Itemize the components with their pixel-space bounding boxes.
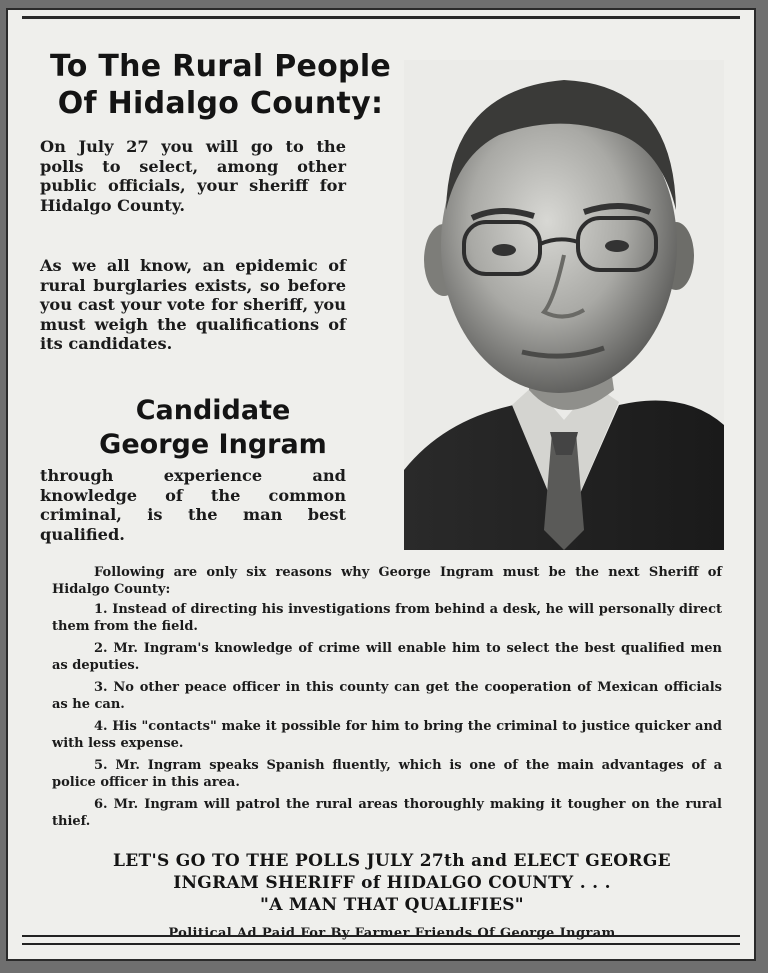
reasons-list bbox=[52, 602, 722, 836]
reason-item: 2. Mr. Ingram's knowledge of crime will enable him to select the best qualified men as deputies. bbox=[52, 641, 722, 673]
reason-item: 3. No other peace officer in this county can get the cooperation of Mexican officials as he can. bbox=[52, 680, 722, 712]
reasons-intro: Following are only six reasons why George Ingram must be the next Sheriff of Hidalgo County: bbox=[52, 565, 722, 597]
candidate-label: Candidate bbox=[135, 395, 291, 426]
paid-for-notice: Political Ad Paid For By Farmer Friends Of George Ingram bbox=[168, 926, 616, 941]
top-rule bbox=[22, 16, 740, 19]
intro-paragraph: On July 27 you will go to the polls to select, among other public officials, your sheriff for Hidalgo County. bbox=[40, 137, 346, 215]
cta-line-3: "A MAN THAT QUALIFIES" bbox=[260, 895, 524, 915]
headline-line-1: To The Rural People bbox=[49, 49, 392, 84]
newspaper-ad bbox=[6, 8, 756, 961]
candidate-heading bbox=[48, 394, 378, 462]
qualification-paragraph: through experience and knowledge of the common criminal, is the man best qualified. bbox=[40, 466, 346, 544]
call-to-action bbox=[52, 850, 732, 916]
reason-item: 5. Mr. Ingram speaks Spanish fluently, which is one of the main advantages of a police officer in this area. bbox=[52, 758, 722, 790]
burglary-paragraph: As we all know, an epidemic of rural burglaries exists, so before you cast your vote for sheriff, you must weigh the qualifications of its candidates. bbox=[40, 256, 346, 353]
portrait-image bbox=[404, 60, 724, 550]
candidate-portrait bbox=[404, 60, 724, 550]
headline-line-2: Of Hidalgo County: bbox=[57, 86, 384, 121]
bottom-rule bbox=[22, 935, 740, 945]
reason-item: 4. His "contacts" make it possible for him to bring the criminal to justice quicker and with less expense. bbox=[52, 719, 722, 751]
reason-item: 6. Mr. Ingram will patrol the rural areas thoroughly making it tougher on the rural thief. bbox=[52, 797, 722, 829]
headline bbox=[38, 48, 403, 122]
cta-line-2: INGRAM SHERIFF of HIDALGO COUNTY . . . bbox=[173, 873, 611, 893]
cta-line-1: LET'S GO TO THE POLLS JULY 27th and ELECT GEORGE bbox=[113, 851, 671, 871]
candidate-name: George Ingram bbox=[99, 429, 327, 460]
reason-item: 1. Instead of directing his investigations from behind a desk, he will personally direct them from the field. bbox=[52, 602, 722, 634]
